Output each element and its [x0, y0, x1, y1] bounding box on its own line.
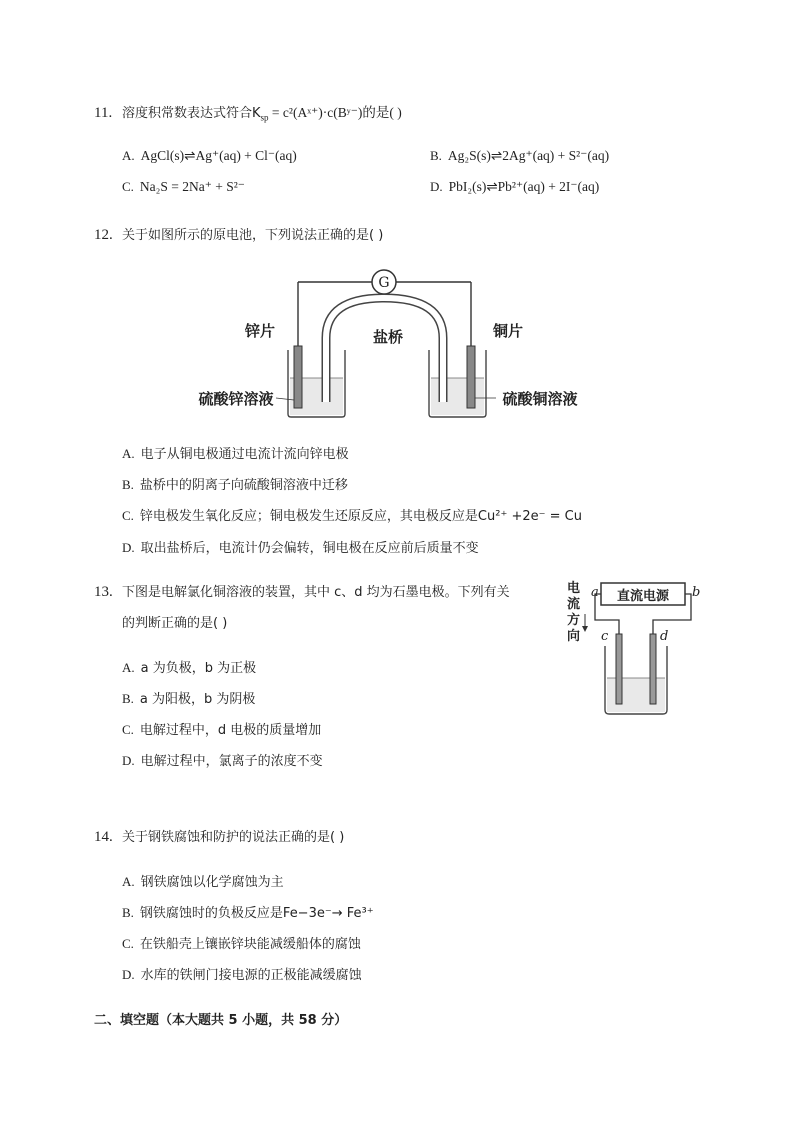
- option-d[interactable]: [430, 179, 599, 195]
- question-12-stem: [94, 224, 383, 244]
- salt-bridge: [326, 298, 443, 402]
- option-b[interactable]: [122, 902, 374, 921]
- copper-sulfate-label: 硫酸铜溶液: [502, 390, 578, 408]
- ksp-subscript: sp: [260, 112, 269, 123]
- section-heading: 二、填空题（本大题共 5 小题，共 58 分）: [94, 1013, 348, 1028]
- electrode-d-label: d: [660, 629, 669, 644]
- question-number: 12.: [94, 227, 113, 243]
- option-label: D.: [122, 753, 135, 768]
- current-dir-3: 方: [567, 613, 581, 628]
- zinc-label: 锌片: [244, 322, 276, 340]
- option-text: 电解过程中，氯离子的浓度不变: [140, 754, 323, 769]
- option-a[interactable]: [122, 871, 284, 890]
- option-label: A.: [122, 148, 135, 163]
- option-a[interactable]: [122, 148, 297, 164]
- electrolysis-figure: [557, 576, 702, 718]
- option-text: AgCl(s)⇌Ag⁺(aq) + Cl⁻(aq): [140, 148, 297, 163]
- option-text: 电子从铜电极通过电流计流向锌电极: [140, 447, 349, 462]
- copper-electrode: [467, 346, 475, 408]
- option-text: 电解过程中，d 电极的质量增加: [139, 723, 322, 738]
- stem-text: 关于钢铁腐蚀和防护的说法正确的是( ): [122, 830, 345, 845]
- option-a[interactable]: [122, 657, 256, 676]
- galvanic-cell-figure: [190, 262, 600, 422]
- galvanometer-label: G: [378, 275, 390, 291]
- option-text: 在铁船壳上镶嵌锌块能减缓船体的腐蚀: [139, 937, 361, 952]
- zinc-electrode: [294, 346, 302, 408]
- question-14-stem: [94, 826, 344, 846]
- option-b[interactable]: [122, 688, 255, 707]
- option-text: Na₂S = 2Na⁺ + S²⁻: [139, 179, 245, 194]
- option-label: A.: [122, 446, 135, 461]
- stem-formula: = c²(Aˣ⁺)·c(Bʸ⁻)的是( ): [268, 105, 402, 120]
- terminal-a: a: [591, 585, 599, 600]
- option-label: B.: [122, 477, 134, 492]
- option-text: 锌电极发生氧化反应；铜电极发生还原反应，其电极反应是Cu²⁺ +2e⁻ = Cu: [139, 509, 582, 524]
- salt-bridge-label: 盐桥: [372, 328, 404, 346]
- option-c[interactable]: [122, 719, 321, 738]
- option-c[interactable]: [122, 933, 361, 952]
- option-c[interactable]: [122, 179, 245, 195]
- option-text: PbI₂(s)⇌Pb²⁺(aq) + 2I⁻(aq): [448, 179, 600, 194]
- option-label: C.: [122, 936, 134, 951]
- electrode-c-label: c: [601, 629, 609, 644]
- option-text: 钢铁腐蚀时的负极反应是Fe−3e⁻→ Fe³⁺: [139, 906, 374, 921]
- option-label: B.: [122, 905, 134, 920]
- option-text: 钢铁腐蚀以化学腐蚀为主: [140, 875, 284, 890]
- stem-text-line2: 的判断正确的是( ): [122, 616, 228, 631]
- option-label: D.: [122, 540, 135, 555]
- question-number: 11.: [94, 105, 113, 121]
- copper-label: 铜片: [492, 322, 524, 340]
- current-dir-2: 流: [567, 597, 581, 612]
- option-label: A.: [122, 874, 135, 889]
- option-c[interactable]: [122, 505, 582, 524]
- question-13-stem: [94, 581, 510, 601]
- stem-text-line1: 下图是电解氯化铜溶液的装置，其中 c、d 均为石墨电极。下列有关: [122, 585, 510, 600]
- current-dir-4: 向: [567, 629, 581, 644]
- option-d[interactable]: [122, 964, 362, 983]
- electrode-d: [650, 634, 656, 704]
- power-label: 直流电源: [616, 589, 670, 604]
- option-label: C.: [122, 508, 134, 523]
- current-dir-1: 电: [567, 581, 581, 596]
- option-d[interactable]: [122, 750, 323, 769]
- stem-text: 溶度积常数表达式符合K: [122, 106, 261, 121]
- option-label: A.: [122, 660, 135, 675]
- zinc-sulfate-label: 硫酸锌溶液: [198, 390, 274, 408]
- option-text: 水库的铁闸门接电源的正极能减缓腐蚀: [140, 968, 362, 983]
- option-label: C.: [122, 722, 134, 737]
- option-a[interactable]: [122, 443, 349, 462]
- electrode-c: [616, 634, 622, 704]
- option-label: B.: [122, 691, 134, 706]
- stem-text: 关于如图所示的原电池，下列说法正确的是( ): [122, 228, 384, 243]
- option-label: B.: [430, 148, 442, 163]
- option-text: a 为负极，b 为正极: [140, 661, 257, 676]
- option-text: 取出盐桥后，电流计仍会偏转，铜电极在反应前后质量不变: [140, 541, 479, 556]
- question-number: 14.: [94, 829, 113, 845]
- option-text: a 为阳极，b 为阴极: [139, 692, 256, 707]
- question-11-stem: [94, 101, 402, 123]
- option-text: Ag₂S(s)⇌2Ag⁺(aq) + S²⁻(aq): [447, 148, 610, 163]
- option-label: C.: [122, 179, 134, 194]
- option-b[interactable]: [122, 474, 348, 493]
- terminal-b: b: [692, 585, 701, 600]
- option-d[interactable]: [122, 537, 479, 556]
- question-number: 13.: [94, 584, 113, 600]
- option-text: 盐桥中的阴离子向硫酸铜溶液中迁移: [139, 478, 348, 493]
- option-b[interactable]: [430, 148, 609, 164]
- option-label: D.: [430, 179, 443, 194]
- option-label: D.: [122, 967, 135, 982]
